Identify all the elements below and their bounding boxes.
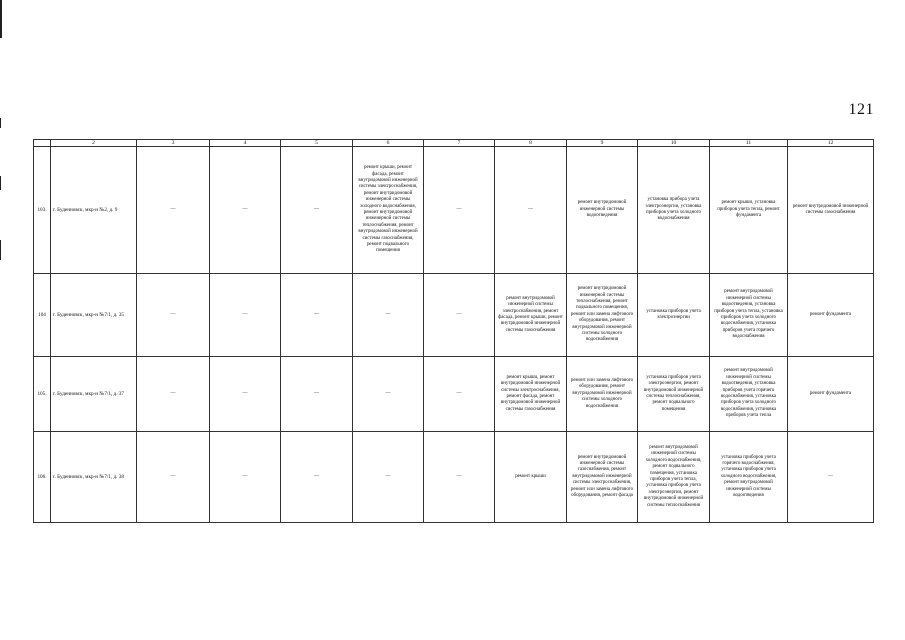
dash-cell: — [353,357,424,432]
work-cell: ремонт крыши, ремонт фасада, ремонт внутридомовой инженерной системы электроснабжения, ремонт внутридомовой инженерной системы холодного водоснабжения, ремонт внутридомовой инженерной системы теплоснабжения, ремонт внутридомовой инженерной системы газоснабжения, ремонт подвального помещения [353,147,424,274]
column-header: 4 [210,140,281,147]
work-cell: ремонт внутридомовой инженерной системы холодного водоснабжения, ремонт подвального помещения, установка приборов учета тепла, установка приборов учета электроэнергии, ремонт внутридомовой инженерной системы теплоснабжения [638,432,710,523]
dash-cell: — [424,357,495,432]
work-cell: установка приборов учета электроэнергии, ремонт внутридомовой инженерной системы теплоснабжения, ремонт подвального помещения [638,357,710,432]
address-cell: г. Буденновск, мкр-н №7/1, д. 37 [51,357,137,432]
work-cell: установка приборов учета электроэнергии [638,274,710,357]
work-cell: ремонт или замена лифтового оборудования, ремонт внутридомовой инженерной системы холодного водоснабжения [567,357,638,432]
row-number: 103. [34,147,51,274]
dash-cell: — [424,432,495,523]
dash-cell: — [210,274,281,357]
work-cell: установка приборов учета горячего водоснабжения, установка приборов учета холодного водоснабжения, ремонт внутридомовой инженерной системы водоотведения [710,432,788,523]
dash-cell: — [210,147,281,274]
dash-cell: — [495,147,567,274]
work-cell: ремонт внутридомовой инженерной системы водоотведения, установка приборов учета тепла, установка приборов учета холодного водоснабжения, установка приборов учета горячего водоснабжения [710,274,788,357]
row-number: 105. [34,357,51,432]
dash-cell: — [210,432,281,523]
table-row [34,147,874,274]
dash-cell: — [281,432,353,523]
dash-cell: — [788,432,874,523]
row-number: 106. [34,432,51,523]
dash-cell: — [424,274,495,357]
column-header: 11 [710,140,788,147]
dash-cell: — [137,147,210,274]
work-cell: ремонт внутридомовой инженерной системы электроснабжения, ремонт фасада, ремонт крыши, ремонт внутридомовой инженерной системы газоснабжения [495,274,567,357]
column-header: 5 [281,140,353,147]
column-header: 10 [638,140,710,147]
repair-schedule-table [33,139,874,523]
column-header: 8 [495,140,567,147]
table-row [34,432,874,523]
column-header: 3 [137,140,210,147]
dash-cell: — [281,147,353,274]
work-cell: ремонт крыши, ремонт внутридомовой инженерной системы электроснабжения, ремонт фасада, ремонт внутридомовой инженерной системы газоснабжения [495,357,567,432]
work-cell: ремонт крыши, установка приборов учета тепла, ремонт фундамента [710,147,788,274]
address-cell: г. Буденновск, мкр-н №7/1, д. 35 [51,274,137,357]
column-header: 6 [353,140,424,147]
work-cell: ремонт внутридомовой инженерной системы водоотведения [567,147,638,274]
dash-cell: — [137,432,210,523]
column-number-row [34,140,874,147]
dash-cell: — [353,432,424,523]
column-header: 9 [567,140,638,147]
page-number: 121 [848,101,874,118]
address-cell: г. Буденновск, мкр-н №2, д. 9 [51,147,137,274]
dash-cell: — [281,357,353,432]
scan-margin-mark [0,0,2,38]
work-cell: ремонт фундамента [788,274,874,357]
row-number: 104 [34,274,51,357]
dash-cell: — [210,357,281,432]
dash-cell: — [424,147,495,274]
work-cell: ремонт внутридомовой инженерной системы теплоснабжения, ремонт подвального помещения, ремонт или замена лифтового оборудования, ремонт внутридомовой инженерной системы холодного водоснабжения [567,274,638,357]
address-cell: г. Буденновск, мкр-н №7/1, д. 38 [51,432,137,523]
dash-cell: — [137,357,210,432]
scan-margin-mark [0,240,1,260]
scan-margin-mark [0,118,1,128]
work-cell: ремонт крыши [495,432,567,523]
scan-margin-mark [0,176,1,190]
work-cell: ремонт внутридомовой инженерной системы газоснабжения [788,147,874,274]
column-header: 7 [424,140,495,147]
column-header [34,140,51,147]
column-header: 2 [51,140,137,147]
table-row [34,357,874,432]
work-cell: ремонт внутридомовой инженерной системы водоотведения, установка приборов учета горячего водоснабжения, установка приборов учета холодного водоснабжения, установка приборов учета тепла [710,357,788,432]
dash-cell: — [137,274,210,357]
dash-cell: — [281,274,353,357]
work-cell: ремонт внутридомовой инженерной системы газоснабжения, ремонт внутридомовой инженерной системы электроснабжения, ремонт или замена лифтового оборудования, ремонт фасада [567,432,638,523]
work-cell: ремонт фундамента [788,357,874,432]
column-header: 12 [788,140,874,147]
table-row [34,274,874,357]
dash-cell: — [353,274,424,357]
work-cell: установка прибора учета электроэнергии, установка приборов учета холодного водоснабжения [638,147,710,274]
